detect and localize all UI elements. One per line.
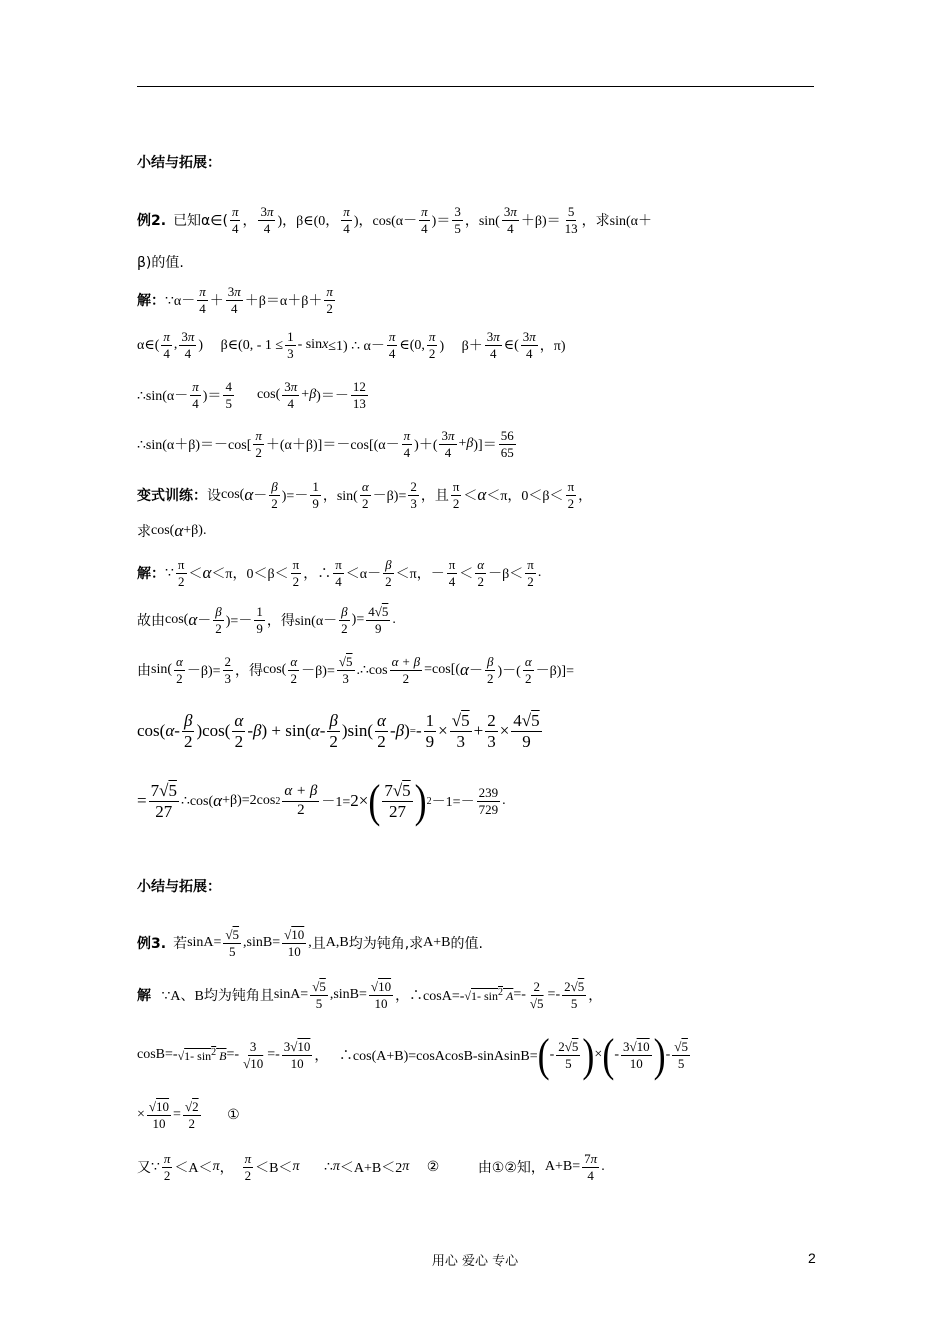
variant-statement-line2: 求 cos( α +β).	[137, 521, 207, 540]
example3-solution-label: 解	[137, 988, 151, 1005]
page-number: 2	[808, 1250, 816, 1266]
example3-label: 例3.	[137, 936, 167, 953]
variant-solution-line5: = $\frac{7√5}{27}$ ∴cos( α +β)=2cos 2 $\frac{\alpha + \beta}{2}$ －1= 2× ( $\frac{7√5}{27}$ ) 2 －1=－ $\frac{239}{729}$ .	[137, 775, 506, 828]
example2-solution-line3: ∴sin(α－ $\frac{\pi}{4}$ )＝ $\frac{4}{5}$ cos( $\frac{3\pi}{4}$ + β )＝－ $\frac{12}{13}$	[137, 379, 366, 411]
example3-statement: 例3. 若 sinA= $\frac{√5}{5}$ ,sinB= $\frac{√10}{10}$ , 且 A,B 均为钝角,求 A+B 的值.	[137, 927, 483, 959]
section-heading: 小结与拓展：	[137, 155, 221, 171]
example2-label: 例2.	[137, 213, 167, 230]
example3-solution-line1: 解 ∵A、B 均为钝角且 sinA= $\frac{√5}{5}$ ,sinB= $\frac{√10}{10}$ ，∴cosA=- √1- $\sin^2 A$ =- $\frac{2}{√5}$ =- $\frac{2√5}{5}$ ，	[137, 979, 603, 1011]
variant-solution-line2: 故由 cos( α － $\frac{\beta}{2}$ )=－ $\frac{1}{9}$ ， 得 sin(α－ $\frac{\beta}{2}$ )= $\frac{4√5}{9}$ .	[137, 604, 396, 636]
section-heading-2: 小结与拓展：	[137, 879, 221, 895]
variant-statement-line1: 变式训练： 设 cos( α － $\frac{\beta}{2}$ )=－ $\frac{1}{9}$ ，sin( $\frac{\alpha}{2}$ －β)= $\frac{2}{3}$ ， 且 $\frac{\pi}{2}$ ＜ α ＜π，0＜β＜ $\frac{\pi}{2}$ ，	[137, 479, 593, 511]
variant-solution-label: 解：	[137, 566, 165, 583]
header-rule	[137, 86, 814, 87]
variant-solution-line4: cos( α - $\frac{\beta}{2}$ )cos( $\frac{\alpha}{2}$ - β ) + sin( α - $\frac{\beta}{2}$ )sin( $\frac{\alpha}{2}$ - β ) = - $\frac{1}{9}$ × $\frac{√5}{3}$ + $\frac{2}{3}$ × $\frac{4√5}{9}$	[137, 711, 540, 751]
footer-text: 用心 爱心 专心	[431, 1254, 519, 1269]
example2-statement-line1: 例2. 已知α∈( $\frac{\pi}{4}$ ， $\frac{3\pi}{4}$ )，β∈(0， $\frac{\pi}{4}$ )，cos(α－ $\frac{\pi}{4}$ )＝ $\frac{3}{5}$ ，sin( $\frac{3\pi}{4}$ ＋β)＝ $\frac{5}{13}$ ， 求 sin(α＋	[137, 204, 652, 236]
example2-solution-line4: ∴sin(α＋β)＝－cos[ $\frac{\pi}{2}$ ＋(α＋β)]＝－cos[(α－ $\frac{\pi}{4}$ )＋( $\frac{3\pi}{4}$ + β )]＝ $\frac{56}{65}$	[137, 428, 514, 460]
example2-solution-line2: α∈( $\frac{\pi}{4}$ , $\frac{3\pi}{4}$ ) β∈(0, - 1 ≤ $\frac{1}{3}$ - sin x ≤1) ∴ α－ $\frac{\pi}{4}$ ∈(0, $\frac{\pi}{2}$ ) β＋ $\frac{3\pi}{4}$ ∈( $\frac{3\pi}{4}$ ，π)	[137, 329, 566, 361]
example3-solution-line3: × $\frac{√10}{10}$ = $\frac{√2}{2}$ ①	[137, 1099, 240, 1131]
example3-solution-line2: cosB=- √1- $\sin^2 B$ =- $\frac{3}{√10}$ =- $\frac{3√10}{10}$ ， ∴cos(A+B)=cosAcosB-sinAsinB= ( - $\frac{2√5}{5}$ ) × ( - $\frac{3√10}{10}$ ) - $\frac{√5}{5}$	[137, 1029, 688, 1081]
variant-solution-line3: 由 sin( $\frac{\alpha}{2}$ －β)= $\frac{2}{3}$ ， 得 cos( $\frac{\alpha}{2}$ －β)= $\frac{√5}{3}$ .∴cos $\frac{\alpha + \beta}{2}$ =cos[( α － $\frac{\beta}{2}$ )－( $\frac{\alpha}{2}$ －β)]=	[137, 654, 574, 686]
variant-solution-line1: 解： ∵ $\frac{\pi}{2}$ ＜ α ＜π，0＜β＜ $\frac{\pi}{2}$ ，∴ $\frac{\pi}{4}$ ＜α－ $\frac{\beta}{2}$ ＜π，－ $\frac{\pi}{4}$ ＜ $\frac{\alpha}{2}$ －β＜ $\frac{\pi}{2}$ .	[137, 557, 542, 589]
example3-solution-line4: 又 ∵ $\frac{\pi}{2}$ ＜A＜ π ， $\frac{\pi}{2}$ ＜B＜ π ∴ π ＜A+B＜2 π ② 由①②知， A+B= $\frac{7\pi}{4}$ .	[137, 1151, 605, 1183]
example2-statement-line2: β)的值.	[137, 255, 184, 271]
solution-label: 解：	[137, 293, 165, 310]
example2-solution-line1: 解： ∵α－ $\frac{\pi}{4}$ ＋ $\frac{3\pi}{4}$ ＋β＝α＋β＋ $\frac{\pi}{2}$	[137, 284, 333, 316]
variant-label: 变式训练：	[137, 488, 207, 505]
